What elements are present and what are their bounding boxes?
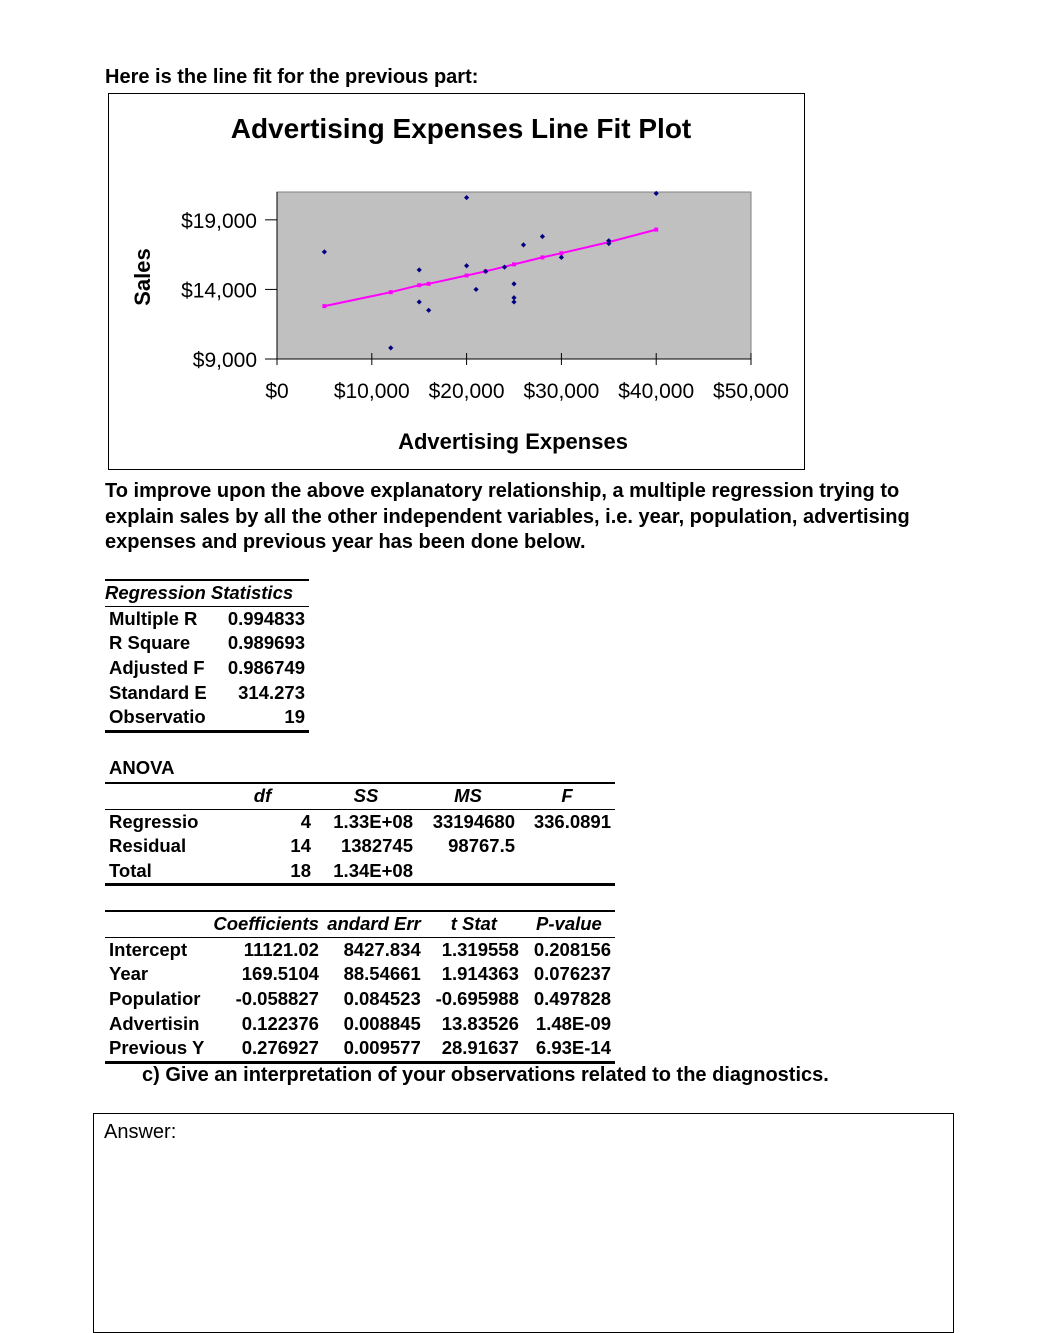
row-label: Year: [109, 963, 149, 985]
cell-df: 18: [210, 859, 315, 885]
cell-coef: 0.122376: [241, 1012, 319, 1034]
cell-t: -0.695988: [435, 988, 519, 1010]
cell-p: 0.497828: [533, 988, 611, 1010]
x-tick-label: $40,000: [618, 380, 695, 403]
row-label: Populatior: [109, 988, 201, 1010]
stat-value: 314.273: [238, 681, 305, 703]
cell-ms: 98767.5: [448, 835, 515, 857]
stat-value: 19: [217, 705, 309, 731]
anova-header-row: [105, 783, 615, 809]
cell-t: 1.914363: [441, 963, 519, 985]
table-row: [105, 962, 615, 987]
predicted-point: [512, 262, 516, 266]
y-tick-label: $14,000: [181, 279, 257, 303]
anova-title: ANOVA: [109, 757, 175, 778]
header-ms: MS: [417, 783, 519, 809]
coefficients-table: [105, 910, 615, 1064]
row-label: Residual: [109, 835, 187, 857]
y-axis-label: Sales: [130, 248, 155, 306]
answer-label: Answer:: [104, 1121, 177, 1143]
cell-f: 336.0891: [533, 810, 611, 832]
cell-se: 0.084523: [343, 988, 421, 1010]
predicted-point: [389, 290, 393, 294]
row-label: Total: [105, 859, 210, 885]
predicted-point: [427, 282, 431, 286]
header-df: df: [210, 783, 315, 809]
cell-p: 0.208156: [533, 938, 611, 960]
chart-svg: [109, 94, 806, 471]
regression-statistics-table: [105, 579, 309, 733]
x-tick-label: $30,000: [523, 380, 600, 403]
x-tick-label: $0: [265, 380, 289, 403]
table-row: [105, 987, 615, 1012]
header-f: F: [519, 783, 615, 809]
table-row: [105, 1011, 615, 1036]
table-row: [105, 680, 309, 705]
row-label: Intercept: [109, 938, 188, 960]
header-t-stat: t Stat: [425, 911, 523, 937]
explanation-paragraph: To improve upon the above explanatory relationship, a multiple regression trying to explain sales by all the other independent variables, i.e. year, population, advertising expenses and previous year has been done below.: [105, 480, 910, 553]
cell-p: 1.48E-09: [535, 1012, 611, 1034]
y-tick-label: $19,000: [181, 209, 257, 233]
cell-df: 4: [300, 810, 311, 832]
stat-value: 0.986749: [227, 657, 305, 679]
table-row: [105, 1036, 615, 1062]
cell-coef: -0.058827: [235, 988, 319, 1010]
intro-text: Here is the line fit for the previous part:: [105, 66, 479, 88]
row-label: Previous Y: [105, 1036, 209, 1062]
regression-stats-header: Regression Statistics: [105, 580, 309, 606]
chart-title: Advertising Expenses Line Fit Plot: [230, 113, 692, 144]
line-fit-chart: [108, 93, 805, 470]
cell-se: 88.54661: [343, 963, 421, 985]
question-text: c) Give an interpretation of your observations related to the diagnostics.: [142, 1064, 829, 1086]
header-standard-error: andard Err: [323, 911, 425, 937]
cell-ss: 1.34E+08: [315, 859, 417, 885]
predicted-point: [465, 274, 469, 278]
cell-t: 28.91637: [425, 1036, 523, 1062]
cell-coef: 11121.02: [243, 938, 319, 960]
table-row: [105, 656, 309, 681]
header-p-value: P-value: [523, 911, 615, 937]
predicted-point: [654, 228, 658, 232]
anova-table: [105, 782, 615, 886]
x-tick-label: $10,000: [333, 380, 410, 403]
cell-p: 0.076237: [533, 963, 611, 985]
coef-header-row: [105, 911, 615, 937]
cell-se: 0.009577: [323, 1036, 425, 1062]
stat-label: R Square: [109, 632, 191, 654]
cell-coef: 0.276927: [209, 1036, 323, 1062]
table-row: [105, 705, 309, 731]
cell-ss: 1382745: [340, 835, 413, 857]
header-coefficients: Coefficients: [209, 911, 323, 937]
cell-ms: 33194680: [432, 810, 515, 832]
table-row: [105, 809, 615, 834]
answer-textarea[interactable]: [93, 1113, 954, 1333]
cell-p: 6.93E-14: [523, 1036, 615, 1062]
stat-label: Observatio: [105, 705, 217, 731]
x-tick-label: $20,000: [428, 380, 505, 403]
row-label: Advertisin: [109, 1012, 200, 1034]
cell-ss: 1.33E+08: [333, 810, 413, 832]
cell-f: [519, 834, 615, 859]
cell-ms: [417, 859, 519, 885]
cell-se: 8427.834: [343, 938, 421, 960]
y-tick-label: $9,000: [192, 349, 257, 372]
x-axis-label: Advertising Expenses: [398, 429, 628, 454]
predicted-point: [540, 255, 544, 259]
cell-t: 13.83526: [441, 1012, 519, 1034]
plot-area: [277, 192, 751, 359]
cell-se: 0.008845: [343, 1012, 421, 1034]
predicted-point: [417, 283, 421, 287]
table-row: [105, 631, 309, 656]
table-row: [105, 834, 615, 859]
table-row: [105, 606, 309, 631]
header-ss: SS: [315, 783, 417, 809]
stat-value: 0.994833: [227, 607, 305, 629]
stat-label: Standard E: [109, 681, 207, 703]
stat-label: Adjusted F: [109, 657, 205, 679]
stat-label: Multiple R: [109, 607, 198, 629]
cell-t: 1.319558: [441, 938, 519, 960]
predicted-point: [559, 251, 563, 255]
cell-coef: 169.5104: [241, 963, 319, 985]
table-row: [105, 859, 615, 885]
cell-df: 14: [290, 835, 311, 857]
cell-f: [519, 859, 615, 885]
x-tick-label: $50,000: [713, 380, 789, 403]
predicted-point: [322, 304, 326, 308]
table-row: [105, 937, 615, 962]
row-label: Regressio: [109, 810, 199, 832]
stat-value: 0.989693: [227, 632, 305, 654]
